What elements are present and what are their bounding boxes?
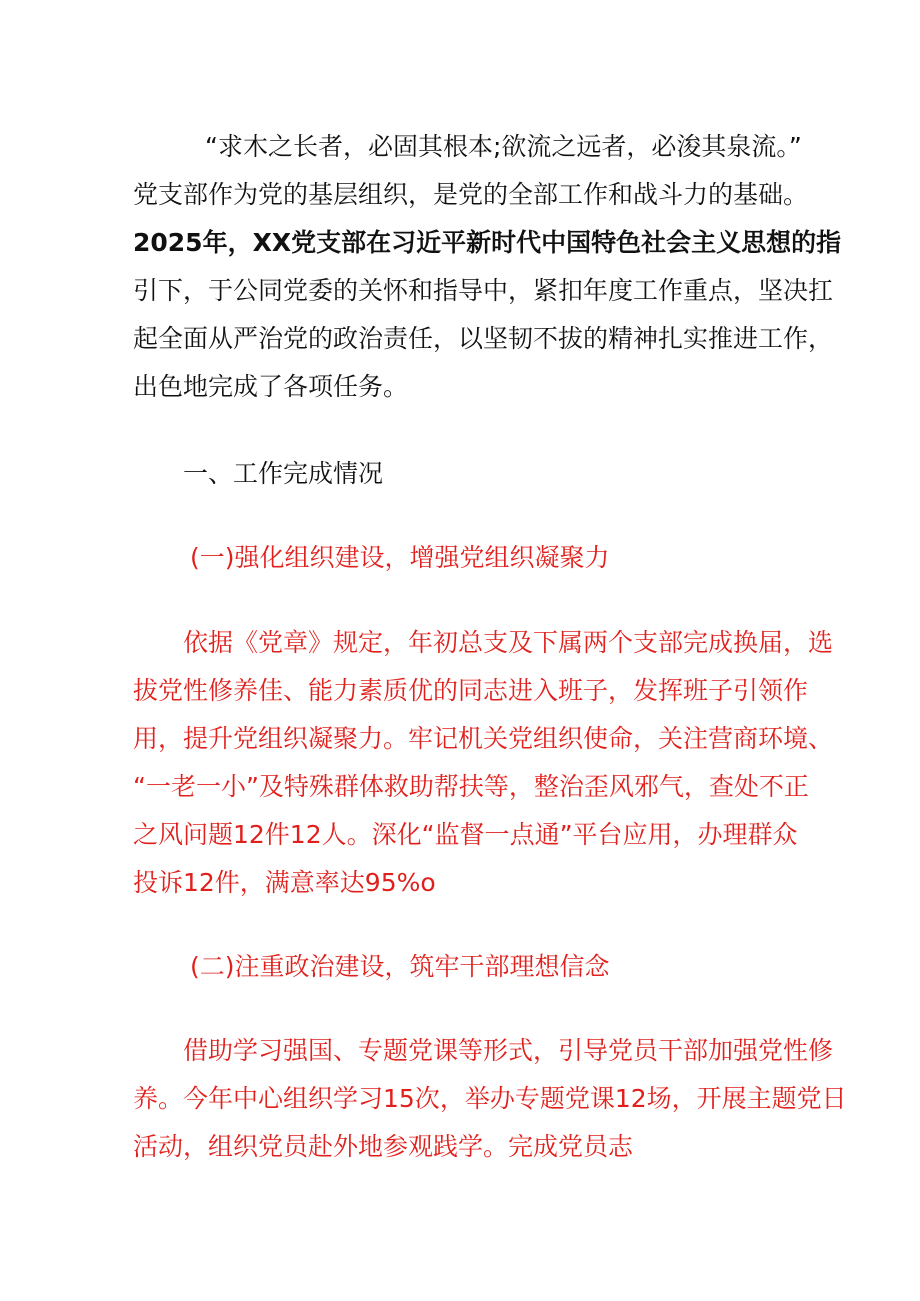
subsection-2-heading: (二)注重政治建设，筑牢干部理想信念 (190, 952, 610, 981)
intro-line-5: 起全面从严治党的政治责任，以坚韧不拔的精神扎实推进工作， (133, 324, 834, 353)
subsection-1-line-2: 拔党性修养佳、能力素质优的同志进入班子，发挥班子引领作 (133, 676, 809, 705)
subsection-2-line-3: 活动，组织党员赴外地参观践学。完成党员志 (133, 1132, 634, 1161)
intro-line-3: 2025年，XX党支部在习近平新时代中国特色社会主义思想的指 (133, 228, 842, 257)
intro-line-2: 党支部作为党的基层组织，是党的全部工作和战斗力的基础。 (133, 180, 809, 209)
subsection-1-line-4: “一老一小”及特殊群体救助帮扶等，整治歪风邪气，查处不正 (133, 772, 809, 801)
section-heading: 一、工作完成情况 (183, 459, 384, 488)
subsection-1-line-1: 依据《党章》规定，年初总支及下属两个支部完成换届，选 (183, 628, 834, 657)
subsection-1-line-6: 投诉12件，满意率达95%o (133, 868, 436, 897)
subsection-2-line-1: 借助学习强国、专题党课等形式，引导党员干部加强党性修 (183, 1036, 834, 1065)
intro-line-1: “求木之长者，必固其根本;欲流之远者，必浚其泉流。” (205, 132, 802, 161)
subsection-1-line-5: 之风问题12件12人。深化“监督一点通”平台应用，办理群众 (133, 820, 798, 849)
subsection-1-heading: (一)强化组织建设，增强党组织凝聚力 (190, 543, 610, 572)
subsection-2-line-2: 养。今年中心组织学习15次，举办专题党课12场，开展主题党日 (133, 1084, 847, 1113)
intro-line-6: 出色地完成了各项任务。 (133, 372, 409, 401)
subsection-1-line-3: 用，提升党组织凝聚力。牢记机关党组织使命，关注营商环境、 (133, 724, 834, 753)
intro-line-4: 引下，于公同党委的关怀和指导中，紧扣年度工作重点，坚决扛 (133, 276, 834, 305)
